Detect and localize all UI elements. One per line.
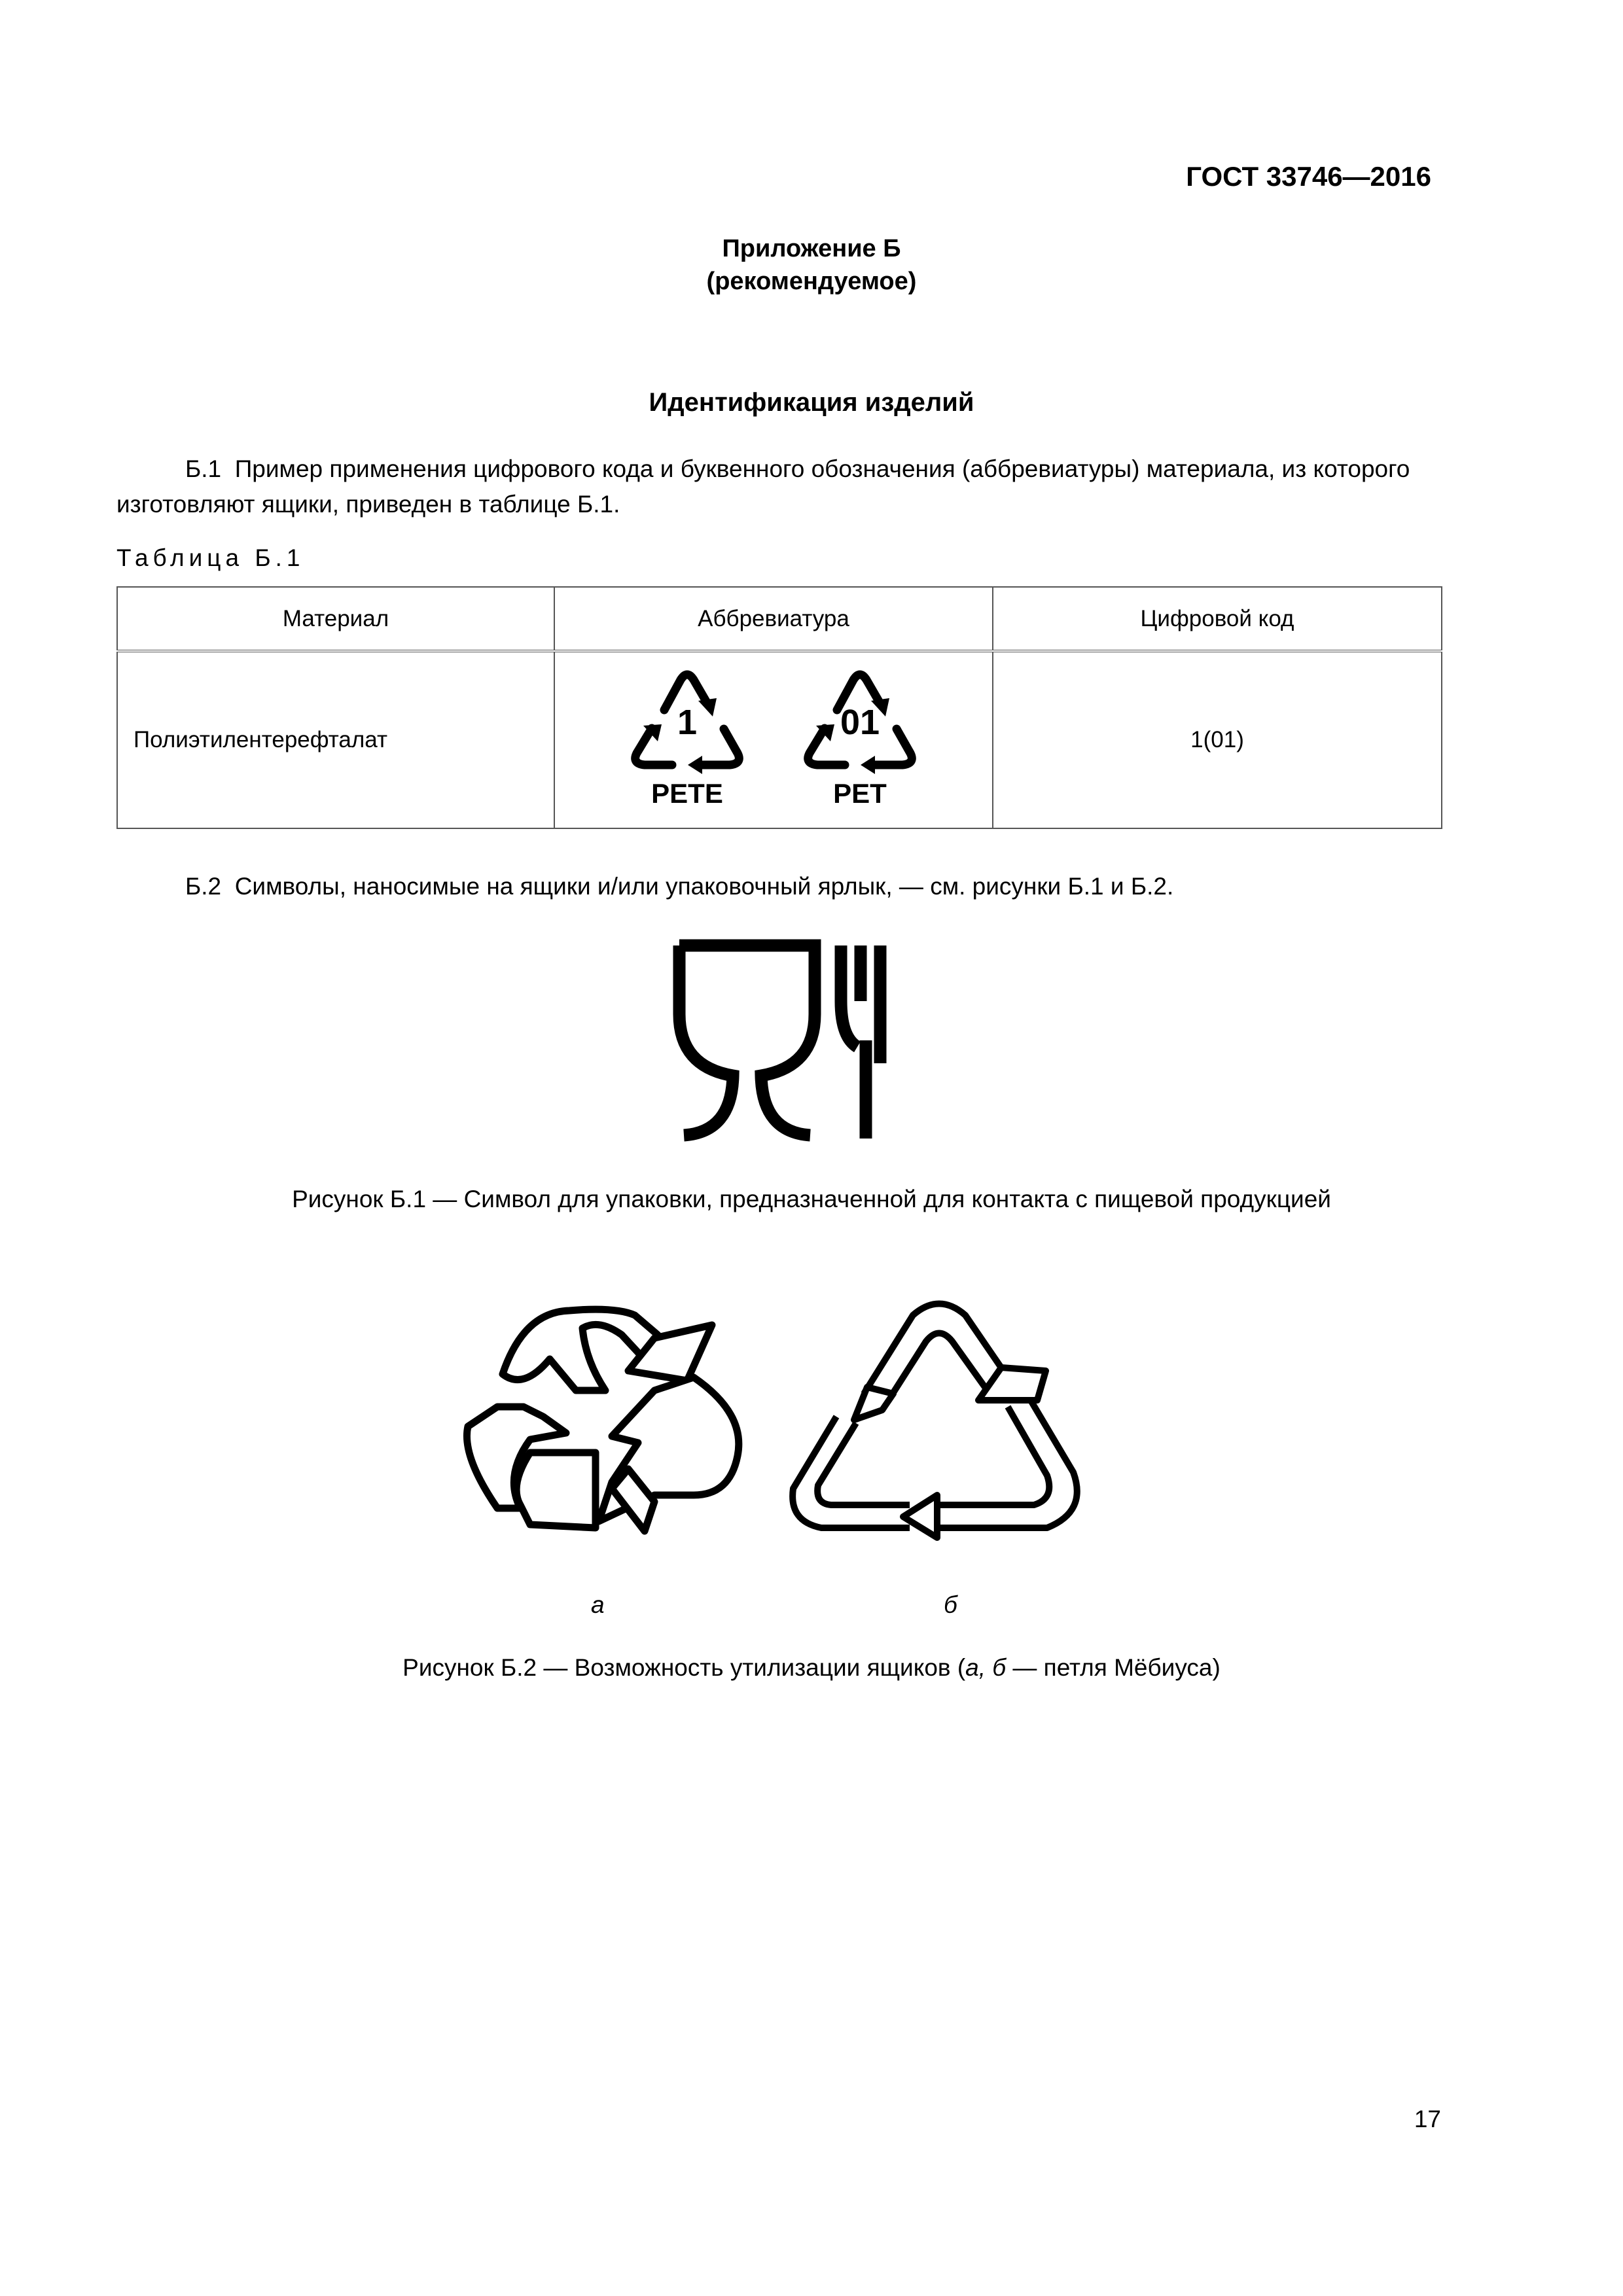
appendix-heading	[0, 232, 1623, 298]
mobius-loop-icon	[785, 1296, 1099, 1570]
table-label: Таблица Б.1	[116, 544, 305, 571]
table-row	[117, 651, 1442, 828]
paragraph-b1	[116, 451, 1441, 522]
figure-b2-caption	[0, 1654, 1623, 1682]
column-header-material: Материал	[117, 587, 554, 651]
recycling-abbreviation: PET	[833, 777, 887, 809]
page-number: 17	[1414, 2106, 1441, 2132]
recycling-code-number: 01	[840, 702, 880, 742]
figure-label-a: а	[591, 1591, 605, 1618]
column-header-abbreviation: Аббревиатура	[554, 587, 993, 651]
appendix-title: Приложение Б	[722, 235, 901, 262]
recycling-arrows-icon	[458, 1299, 759, 1587]
materials-table	[116, 586, 1442, 829]
table-header-row	[117, 587, 1442, 651]
paragraph-number: Б.1	[185, 455, 222, 482]
paragraph-number: Б.2	[185, 873, 222, 900]
paragraph-b2	[116, 869, 1441, 904]
paragraph-text: Пример применения цифрового кода и буквенного обозначения (аббревиатуры) материала, из которого изготовляют ящики, приведен в таблице Б.1.	[116, 455, 1410, 518]
figure-b1-caption: Рисунок Б.1 — Символ для упаковки, предназначенной для контакта с пищевой продукцией	[292, 1186, 1331, 1212]
recycling-symbol-pet	[798, 660, 922, 821]
recycling-abbreviation: PETE	[651, 777, 723, 809]
caption-suffix: — петля Мёбиуса)	[1006, 1654, 1221, 1681]
document-id: ГОСТ 33746—2016	[1186, 161, 1431, 192]
code-cell: 1(01)	[993, 651, 1442, 828]
recycling-symbol-pete	[625, 660, 749, 821]
column-header-code: Цифровой код	[993, 587, 1442, 651]
abbreviation-cell	[554, 651, 993, 828]
caption-prefix: Рисунок Б.2 — Возможность утилизации ящиков (	[402, 1654, 966, 1681]
caption-italic: а, б	[965, 1654, 1007, 1681]
paragraph-text: Символы, наносимые на ящики и/или упаковочный ярлык, — см. рисунки Б.1 и Б.2.	[234, 873, 1174, 900]
section-title: Идентификация изделий	[649, 388, 974, 417]
material-cell: Полиэтилентерефталат	[117, 651, 554, 828]
glass-and-fork-icon	[668, 936, 916, 1152]
recycling-code-number: 1	[677, 702, 698, 742]
figure-label-b: б	[944, 1591, 957, 1618]
appendix-status: (рекомендуемое)	[706, 268, 917, 295]
